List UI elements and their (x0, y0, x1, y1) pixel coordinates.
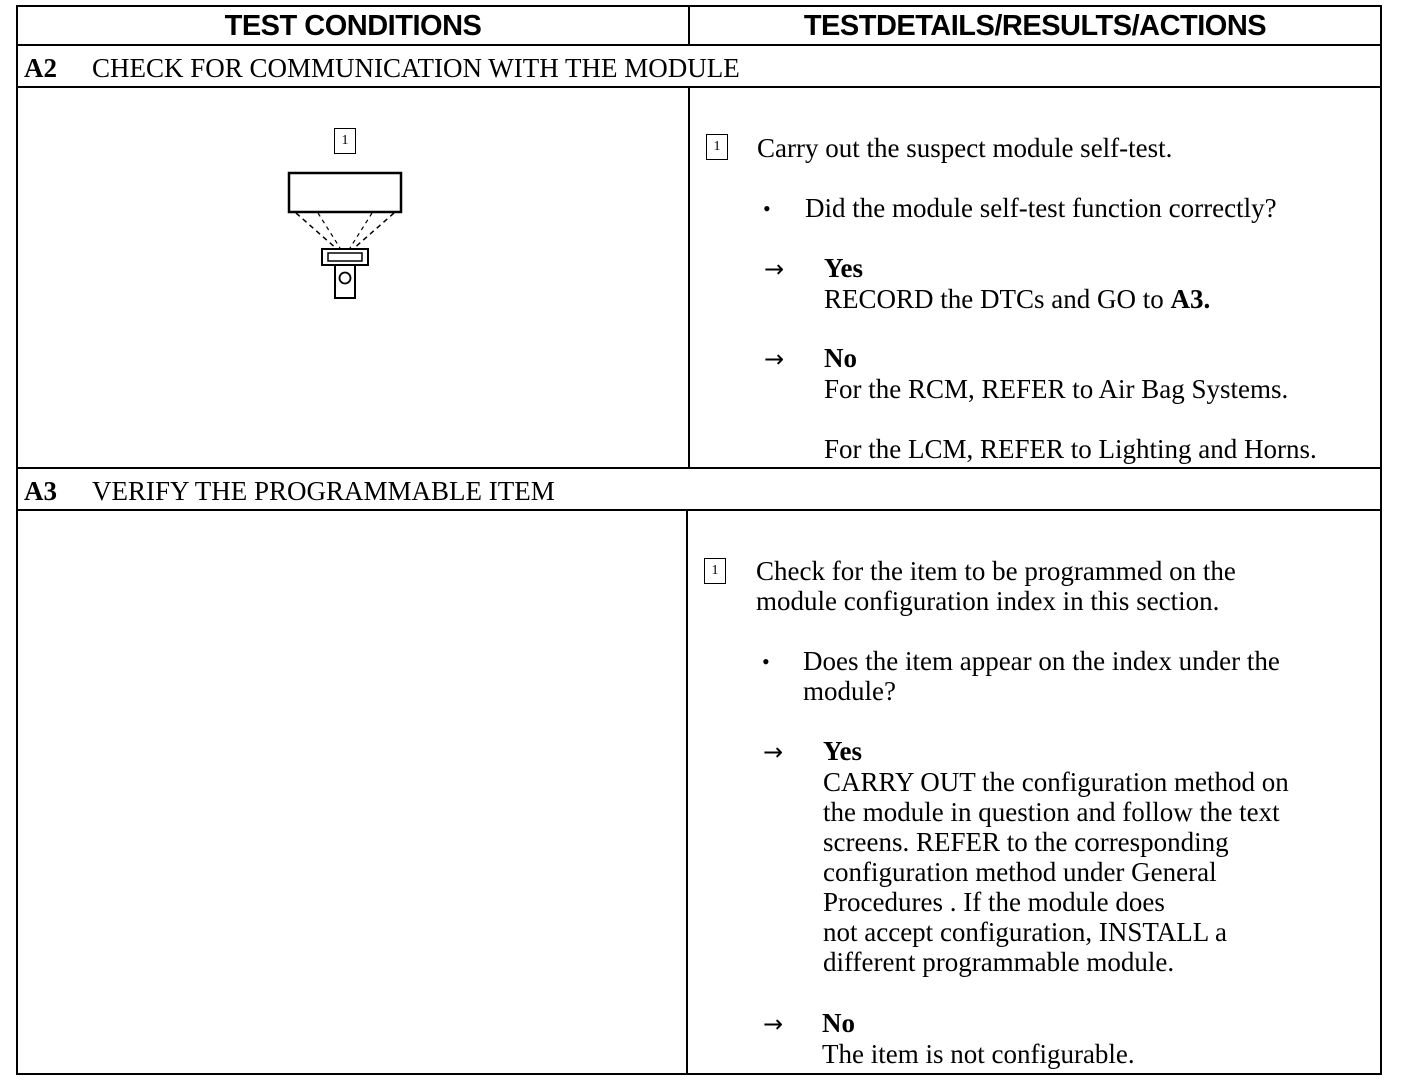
no-action: The item is not configurable. (822, 1039, 1135, 1069)
section-a2-title-text: CHECK FOR COMMUNICATION WITH THE MODULE (92, 53, 740, 83)
step-1-box: 1 (704, 558, 726, 584)
no-action-rcm: For the RCM, REFER to Air Bag Systems. (824, 374, 1289, 404)
bullet: • (763, 196, 771, 221)
yes-action-line-4: configuration method under General (823, 857, 1217, 887)
yes-action-line-1: CARRY OUT the configuration method on (823, 767, 1289, 797)
section-a2-column-divider (688, 86, 690, 468)
question-line-2: module? (803, 676, 896, 706)
section-a2-title (24, 50, 740, 86)
table-frame (16, 5, 1382, 1075)
step-1-box: 1 (706, 134, 728, 160)
step-1-text: Carry out the suspect module self-test. (757, 133, 1173, 163)
yes-action-text: RECORD the DTCs and GO to (824, 284, 1164, 314)
no-action-lcm: For the LCM, REFER to Lighting and Horns. (824, 434, 1317, 464)
figure-step-box: 1 (334, 128, 356, 154)
yes-action-line-5: Procedures . If the module does (823, 887, 1165, 917)
section-a3-title (24, 473, 555, 509)
section-a2-id: A2 (24, 53, 57, 83)
yes-label: Yes (823, 736, 862, 766)
arrow-right-icon: → (764, 255, 785, 283)
yes-action (824, 284, 1210, 314)
scan-tool-diagram-icon (280, 168, 410, 304)
section-a3-title-divider (16, 509, 1382, 511)
yes-action-line-3: screens. REFER to the corresponding (823, 827, 1229, 857)
section-a3-divider (16, 467, 1382, 469)
arrow-right-icon: → (763, 1010, 784, 1038)
step-1-text-line-2: module configuration index in this section. (756, 586, 1220, 616)
arrow-right-icon: → (763, 738, 784, 766)
yes-action-ref: A3. (1170, 284, 1211, 314)
section-a3-id: A3 (24, 476, 57, 506)
header-divider (16, 44, 1382, 46)
question-text: Did the module self-test function correctly? (805, 193, 1277, 223)
yes-action-line-2: the module in question and follow the text (823, 797, 1280, 827)
yes-action-line-6: not accept configuration, INSTALL a (823, 917, 1227, 947)
section-a3-title-text: VERIFY THE PROGRAMMABLE ITEM (92, 476, 555, 506)
step-1-text-line-1: Check for the item to be programmed on the (756, 556, 1236, 586)
header-test-details: TESTDETAILS/RESULTS/ACTIONS (803, 10, 1267, 42)
no-label: No (822, 1008, 855, 1038)
header-test-conditions: TEST CONDITIONS (224, 10, 482, 42)
question-line-1: Does the item appear on the index under the (803, 646, 1280, 676)
arrow-right-icon: → (764, 345, 785, 373)
section-a2-title-divider (16, 86, 1382, 88)
section-a3-column-divider (686, 509, 688, 1075)
bullet: • (762, 649, 770, 674)
yes-action-line-7: different programmable module. (823, 947, 1175, 977)
no-label: No (824, 343, 857, 373)
yes-label: Yes (824, 253, 863, 283)
